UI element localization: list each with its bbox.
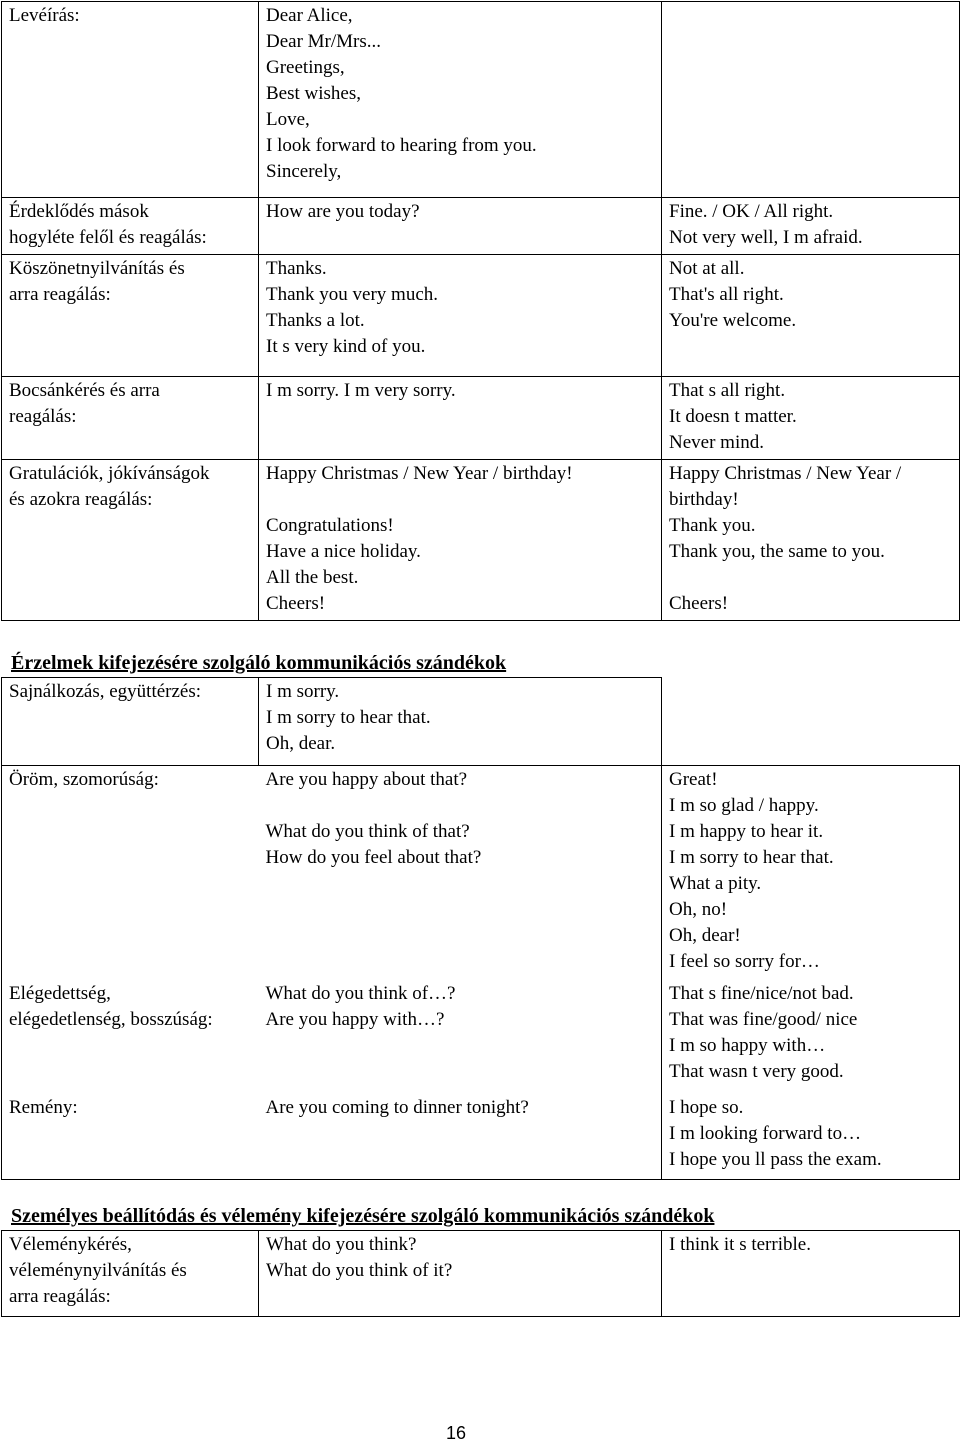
- phrase-line: I m so happy with…: [669, 1034, 826, 1056]
- phrase-line: Fine. / OK / All right.: [669, 201, 834, 222]
- row-label-cell: [2, 377, 259, 460]
- phrase-line: Love,: [266, 109, 310, 130]
- table-row: [2, 377, 960, 460]
- phrase-line: Have a nice holiday.: [266, 541, 421, 562]
- phrase-line: I m happy to hear it.: [669, 821, 824, 842]
- phrase-line: Öröm, szomorúság:: [9, 769, 159, 790]
- phrase-line: What do you think?: [266, 1234, 417, 1255]
- phrase-line: That s all right.: [669, 380, 786, 401]
- phrase-line: Oh, dear!: [669, 925, 741, 946]
- phrase-line: és azokra reagálás:: [9, 489, 153, 510]
- phrase-line: I hope so.: [669, 1096, 744, 1118]
- phrases-table-3: [1, 1230, 960, 1317]
- phrase-line: Thank you very much.: [266, 284, 439, 305]
- phrases-table-3-body: [2, 1231, 960, 1317]
- phrase-cell: [259, 2, 662, 198]
- phrase-line: Bocsánkérés és arra: [9, 380, 160, 401]
- phrase-line: Thanks a lot.: [266, 310, 365, 331]
- phrase-line: Congratulations!: [266, 515, 394, 536]
- phrase-line: Are you happy about that?: [265, 769, 468, 790]
- phrase-line: Érdeklődés mások: [9, 201, 149, 222]
- phrase-line: arra reagálás:: [9, 1286, 111, 1307]
- section-heading-opinions: Személyes beállítódás és vélemény kifejezésére szolgáló kommunikációs szándékok: [11, 1205, 715, 1227]
- phrase-line: That s fine/nice/not bad.: [669, 982, 854, 1004]
- phrase-line: All the best.: [266, 567, 359, 588]
- phrase-line: Köszönetnyilvánítás és: [9, 258, 185, 279]
- phrase-line: Are you coming to dinner tonight?: [265, 1096, 529, 1118]
- phrase-cell: [259, 460, 662, 621]
- response-cell: [662, 678, 960, 766]
- response-cell: [662, 1231, 960, 1317]
- phrase-line: I m looking forward to…: [669, 1122, 862, 1144]
- row-label-cell: [2, 198, 259, 255]
- phrase-line: You're welcome.: [669, 310, 797, 331]
- phrase-cell: [259, 1231, 662, 1317]
- response-cell: [662, 460, 960, 621]
- phrase-line: Oh, no!: [669, 899, 728, 920]
- phrase-line: That wasn t very good.: [669, 1060, 844, 1082]
- phrase-line: [266, 487, 655, 513]
- table-row: [2, 1094, 960, 1180]
- page-number: 16: [445, 1423, 467, 1443]
- phrase-line: Not very well, I m afraid.: [669, 227, 863, 248]
- phrase-line: Not at all.: [669, 258, 745, 279]
- response-cell: [662, 980, 960, 1094]
- phrase-line: I m sorry to hear that.: [669, 847, 834, 868]
- phrase-line: Are you happy with…?: [265, 1008, 445, 1030]
- table-row: [2, 460, 960, 621]
- phrase-line: birthday!: [669, 489, 739, 510]
- phrase-line: Sincerely,: [266, 161, 342, 182]
- phrase-line: How do you feel about that?: [265, 847, 482, 868]
- phrase-line: I hope you ll pass the exam.: [669, 1148, 882, 1170]
- response-cell: [662, 2, 960, 198]
- table-row: [2, 1231, 960, 1317]
- phrase-cell: [259, 1094, 662, 1180]
- response-cell: [662, 766, 960, 980]
- phrase-line: I think it s terrible.: [669, 1234, 811, 1255]
- phrase-line: [266, 793, 656, 819]
- phrase-line: That was fine/good/ nice: [669, 1008, 858, 1030]
- phrase-line: How are you today?: [266, 201, 420, 222]
- response-cell: [662, 198, 960, 255]
- phrase-line: Sajnálkozás, együttérzés:: [9, 681, 202, 702]
- phrase-line: Happy Christmas / New Year /: [669, 463, 902, 484]
- table-row: [2, 766, 960, 980]
- phrase-line: Cheers!: [669, 593, 729, 614]
- phrase-line: It doesn t matter.: [669, 406, 797, 427]
- phrase-cell: [259, 766, 662, 980]
- table-row: [2, 198, 960, 255]
- phrase-line: Great!: [669, 769, 718, 790]
- phrase-line: arra reagálás:: [9, 284, 111, 305]
- phrase-line: Happy Christmas / New Year / birthday!: [266, 463, 573, 484]
- phrase-line: I m sorry to hear that.: [266, 707, 431, 728]
- phrase-line: What do you think of…?: [265, 982, 456, 1004]
- phrase-line: Thank you, the same to you.: [669, 541, 885, 562]
- phrase-line: elégedetlenség, bosszúság:: [9, 1008, 213, 1030]
- phrase-line: Remény:: [9, 1096, 78, 1118]
- row-label-cell: [2, 2, 259, 198]
- phrase-line: Thanks.: [266, 258, 327, 279]
- row-label-cell: [2, 460, 259, 621]
- phrase-line: Oh, dear.: [266, 733, 336, 754]
- phrase-line: Never mind.: [669, 432, 764, 453]
- phrase-line: That's all right.: [669, 284, 784, 305]
- phrase-line: Best wishes,: [266, 83, 361, 104]
- phrases-table-2-body: [2, 678, 960, 1180]
- response-cell: [662, 377, 960, 460]
- phrase-line: What a pity.: [669, 873, 762, 894]
- phrase-line: What do you think of that?: [265, 821, 470, 842]
- phrase-line: reagálás:: [9, 406, 77, 427]
- phrase-cell: [259, 980, 662, 1094]
- phrase-line: I m so glad / happy.: [669, 795, 819, 816]
- phrase-line: What do you think of it?: [266, 1260, 453, 1281]
- row-label-cell: [2, 1094, 259, 1180]
- phrases-table-1-body: [2, 2, 960, 621]
- section-heading-emotions: Érzelmek kifejezésére szolgáló kommunikációs szándékok: [11, 652, 507, 674]
- phrase-line: I m sorry. I m very sorry.: [266, 380, 456, 401]
- row-label-cell: [2, 980, 259, 1094]
- phrase-line: [669, 565, 953, 591]
- phrase-line: I look forward to hearing from you.: [266, 135, 537, 156]
- response-cell: [662, 255, 960, 377]
- phrase-line: I feel so sorry for…: [669, 951, 820, 972]
- response-cell: [662, 1094, 960, 1180]
- row-label-cell: [2, 255, 259, 377]
- phrase-cell: [259, 377, 662, 460]
- phrase-line: Dear Alice,: [266, 5, 353, 26]
- table-row: [2, 255, 960, 377]
- row-label-cell: [2, 678, 259, 766]
- phrase-line: I m sorry.: [266, 681, 340, 702]
- phrase-line: Gratulációk, jókívánságok: [9, 463, 210, 484]
- phrase-line: Levéírás:: [9, 5, 80, 26]
- phrase-line: véleménynyilvánítás és: [9, 1260, 187, 1281]
- phrases-table-1: [1, 1, 960, 621]
- phrase-line: hogyléte felől és reagálás:: [9, 227, 207, 248]
- phrase-line: Elégedettség,: [9, 982, 111, 1004]
- phrase-line: Greetings,: [266, 57, 345, 78]
- phrase-cell: [259, 198, 662, 255]
- phrase-line: It s very kind of you.: [266, 336, 426, 357]
- phrase-cell: [259, 255, 662, 377]
- phrase-line: Cheers!: [266, 593, 326, 614]
- table-row: [2, 678, 960, 766]
- row-label-cell: [2, 766, 259, 980]
- phrase-line: Véleménykérés,: [9, 1234, 132, 1255]
- table-row: [2, 2, 960, 198]
- phrase-line: Thank you.: [669, 515, 756, 536]
- table-row: [2, 980, 960, 1094]
- phrases-table-2: [1, 677, 960, 1180]
- phrase-line: Dear Mr/Mrs...: [266, 31, 382, 52]
- row-label-cell: [2, 1231, 259, 1317]
- phrase-cell: [259, 678, 662, 766]
